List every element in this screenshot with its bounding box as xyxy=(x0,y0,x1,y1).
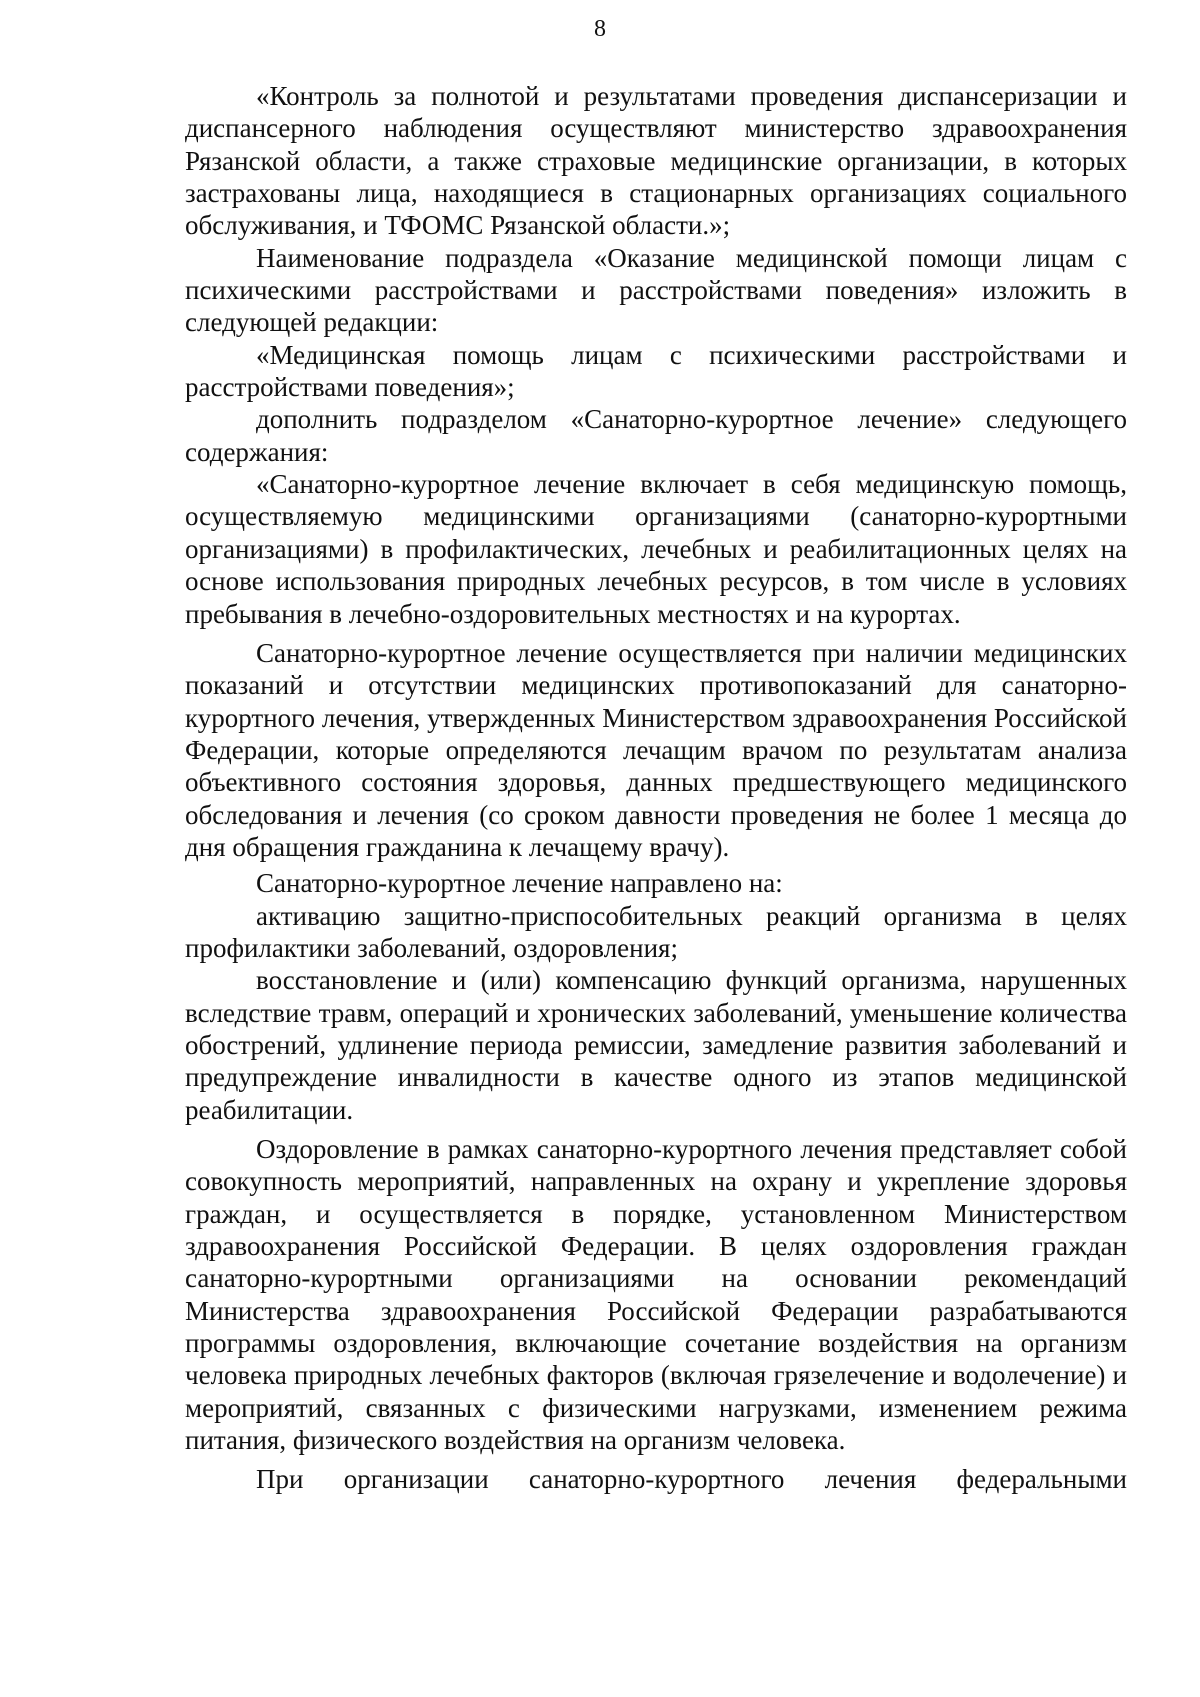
paragraph-new-title: «Медицинская помощь лицам с психическими расстройствами и расстройствами поведения»; xyxy=(185,339,1127,403)
paragraph-subsection-title-change: Наименование подраздела «Оказание медицинской помощи лицам с психическими расстройствами и расстройствами поведения» изложить в следующей редакции: xyxy=(185,242,1127,338)
paragraph-organization: При организации санаторно-курортного лечения федеральными xyxy=(256,1464,1127,1495)
paragraph-add-subsection: дополнить подразделом «Санаторно-курортное лечение» следующего содержания: xyxy=(185,404,1127,467)
paragraph-sanatorium-aims: Санаторно-курортное лечение направлено на: xyxy=(256,868,783,899)
page-number: 8 xyxy=(594,16,606,42)
paragraph-aim-activation: активацию защитно-приспособительных реакций организма в целях профилактики заболеваний, оздоровления; xyxy=(185,900,1127,963)
paragraph-sanatorium-indications: Санаторно-курортное лечение осуществляется при наличии медицинских показаний и отсутствии медицинских противопоказаний для санаторно-курортного лечения, утвержденных Министерством здравоохранения Российской Федерации, которые определяются лечащим врачом по результатам анализа объективного состояния здоровья, данных предшествующего медицинского обследования и лечения (со сроком давности проведения не более 1 месяца до дня обращения гражданина к лечащему врачу). xyxy=(185,637,1127,862)
paragraph-aim-restoration: восстановление и (или) компенсацию функций организма, нарушенных вследствие травм, операций и хронических заболеваний, уменьшение количества обострений, удлинение периода ремиссии, замедление развития заболеваний и предупреждение инвалидности в качестве одного из этапов медицинской реабилитации. xyxy=(185,965,1127,1125)
paragraph-sanatorium-definition: «Санаторно-курортное лечение включает в себя медицинскую помощь, осуществляемую медицинскими организациями (санаторно-курортными организациями) в профилактических, лечебных и реабилитационных целях на основе использования природных лечебных ресурсов, в том числе в условиях пребывания в лечебно-оздоровительных местностях и на курортах. xyxy=(185,469,1127,629)
paragraph-control: «Контроль за полнотой и результатами проведения диспансеризации и диспансерного наблюдения осуществляют министерство здравоохранения Рязанской области, а также страховые медицинские организации, в которых застрахованы лица, находящиеся в стационарных организациях социального обслуживания, и ТФОМС Рязанской области.»; xyxy=(185,81,1127,241)
paragraph-health-improvement: Оздоровление в рамках санаторно-курортного лечения представляет собой совокупность мероприятий, направленных на охрану и укрепление здоровья граждан, и осуществляется в порядке, установленном Министерством здравоохранения Российской Федерации. В целях оздоровления граждан санаторно-курортными организациями на основании рекомендаций Министерства здравоохранения Российской Федерации разрабатываются программы оздоровления, включающие сочетание воздействия на организм человека природных лечебных факторов (включая грязелечение и водолечение) и мероприятий, связанных с физическими нагрузками, изменением режима питания, физического воздействия на организм человека. xyxy=(185,1134,1127,1456)
document-body xyxy=(185,80,1127,1496)
